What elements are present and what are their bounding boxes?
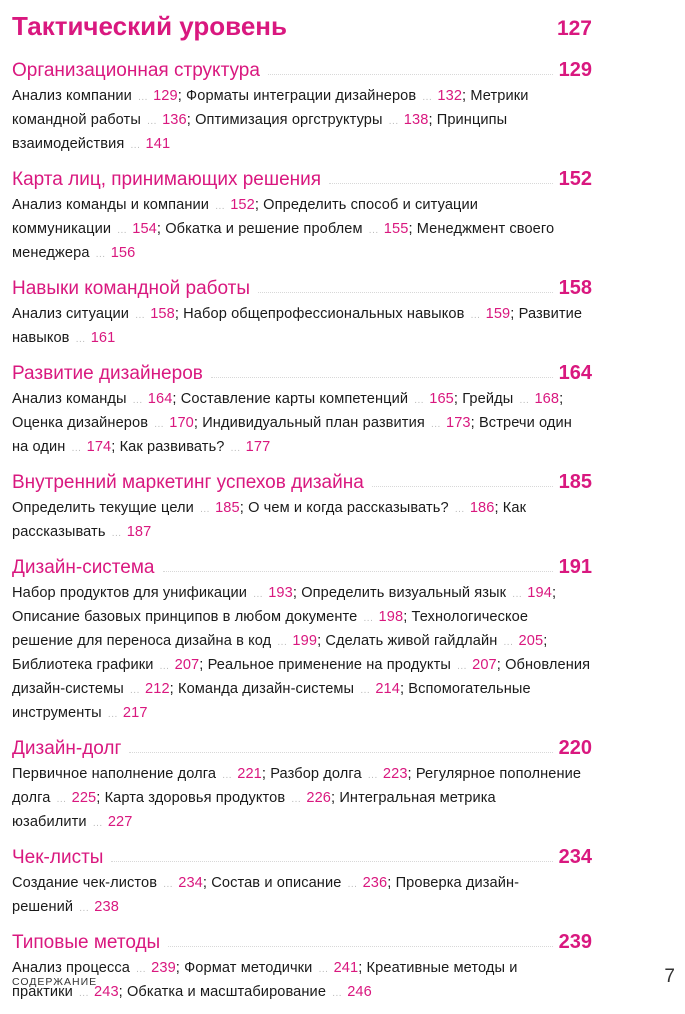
entry-page-number: 164	[147, 391, 173, 407]
section-page-number: 234	[558, 846, 592, 868]
toc-entry[interactable]	[165, 221, 408, 237]
entry-title: Анализ ситуации	[12, 306, 130, 322]
section-title: Типовые методы	[12, 932, 161, 953]
section-entries	[12, 582, 592, 726]
entry-leader-dots: ...	[347, 879, 358, 890]
entry-title: Креативные методы и практики	[12, 960, 518, 1000]
entry-page-number: 136	[162, 112, 187, 128]
entry-separator: ;	[202, 875, 212, 891]
entry-page-number: 227	[107, 814, 133, 830]
entry-page-number: 226	[306, 790, 332, 806]
dot-leader	[211, 377, 553, 378]
section-heading[interactable]	[12, 844, 592, 871]
toc-entry[interactable]	[12, 391, 172, 407]
entry-separator: ;	[428, 112, 437, 128]
entry-page-number: 168	[534, 391, 560, 407]
entry-leader-dots: ...	[71, 443, 82, 454]
entry-title: Интегральная метрика юзабилити	[12, 790, 496, 830]
section-title: Организационная структура	[12, 60, 260, 81]
entry-leader-dots: ...	[253, 589, 264, 600]
entry-title: Описание базовых принципов в любом документе	[12, 609, 358, 625]
entry-title: Проверка дизайн-решений	[12, 875, 520, 915]
toc-entry[interactable]	[12, 415, 194, 431]
entry-page-number: 217	[122, 705, 148, 721]
entry-leader-dots: ...	[503, 637, 514, 648]
entry-page-number: 159	[485, 306, 511, 322]
entry-title: О чем и когда рассказывать?	[248, 500, 449, 516]
entry-page-number: 225	[71, 790, 97, 806]
toc-entry[interactable]	[270, 766, 407, 782]
entry-separator: ;	[96, 790, 105, 806]
entry-leader-dots: ...	[512, 589, 523, 600]
toc-entry[interactable]	[211, 875, 387, 891]
entry-separator: ;	[254, 197, 264, 213]
section-title: Дизайн-система	[12, 557, 155, 578]
toc-entry[interactable]	[186, 88, 462, 104]
toc-section	[12, 554, 592, 726]
section-title: Чек-листы	[12, 847, 104, 868]
entry-title: Карта здоровья продуктов	[104, 790, 286, 806]
entry-title: Сделать живой гайдлайн	[325, 633, 498, 649]
entry-leader-dots: ...	[454, 504, 465, 515]
entry-page-number: 221	[237, 766, 262, 782]
entry-title: Принципы взаимодействия	[12, 112, 508, 152]
entry-title: Команда дизайн-системы	[177, 681, 355, 697]
chapter-heading	[12, 8, 592, 47]
entry-page-number: 186	[469, 500, 495, 516]
entry-separator: ;	[172, 391, 181, 407]
entry-title: Обновления дизайн-системы	[12, 657, 591, 697]
section-entries	[12, 957, 592, 1005]
entry-leader-dots: ...	[230, 443, 241, 454]
entry-page-number: 170	[169, 415, 194, 431]
entry-leader-dots: ...	[222, 770, 233, 781]
entry-separator: ;	[453, 391, 463, 407]
entry-leader-dots: ...	[135, 310, 146, 321]
toc-entry[interactable]	[12, 306, 175, 322]
section-title: Развитие дизайнеров	[12, 363, 203, 384]
entry-separator: ;	[156, 221, 166, 237]
entry-page-number: 198	[378, 609, 404, 625]
entry-separator: ;	[317, 633, 326, 649]
entry-page-number: 234	[178, 875, 203, 891]
toc-entry[interactable]	[105, 790, 331, 806]
entry-leader-dots: ...	[75, 334, 86, 345]
entry-title: Грейды	[462, 391, 514, 407]
entry-title: Библиотека графики	[12, 657, 154, 673]
entry-page-number: 239	[151, 960, 176, 976]
entry-leader-dots: ...	[130, 685, 140, 696]
entry-separator: ;	[494, 500, 503, 516]
dot-leader	[268, 74, 553, 75]
entry-page-number: 214	[375, 681, 400, 697]
dot-leader	[163, 571, 553, 572]
entry-title: Оценка дизайнеров	[12, 415, 149, 431]
entry-leader-dots: ...	[291, 794, 302, 805]
entry-leader-dots: ...	[130, 140, 141, 151]
entry-page-number: 152	[230, 197, 255, 213]
entry-separator: ;	[407, 766, 416, 782]
entry-separator: ;	[118, 984, 127, 1000]
entry-title: Обкатка и решение проблем	[165, 221, 363, 237]
entry-title: Обкатка и масштабирование	[126, 984, 327, 1000]
dot-leader	[329, 183, 553, 184]
section-page-number: 129	[558, 59, 592, 81]
toc-entry[interactable]	[208, 657, 497, 673]
section-entries	[12, 497, 592, 545]
entry-title: Реальное применение на продукты	[207, 657, 451, 673]
entry-title: Оптимизация оргструктуры	[195, 112, 383, 128]
section-heading[interactable]	[12, 469, 592, 496]
entry-page-number: 141	[145, 136, 171, 152]
entry-separator: ;	[186, 112, 196, 128]
entry-separator: ;	[169, 681, 178, 697]
entry-page-number: 129	[153, 88, 178, 104]
section-entries	[12, 763, 592, 835]
section-title: Дизайн-долг	[12, 738, 122, 759]
entry-page-number: 236	[362, 875, 388, 891]
entry-title: Анализ компании	[12, 88, 132, 104]
entry-leader-dots: ...	[277, 637, 288, 648]
entry-page-number: 174	[86, 439, 112, 455]
toc-section	[12, 844, 592, 920]
entry-separator: ;	[239, 500, 249, 516]
entry-leader-dots: ...	[422, 92, 433, 103]
toc-section	[12, 57, 592, 157]
entry-leader-dots: ...	[363, 613, 374, 624]
section-page-number: 191	[558, 556, 592, 578]
toc-entry[interactable]	[184, 960, 358, 976]
toc-entry[interactable]	[12, 197, 255, 213]
entry-separator: ;	[175, 960, 185, 976]
entry-page-number: 154	[132, 221, 157, 237]
entry-page-number: 185	[215, 500, 240, 516]
entry-title: Встречи один на один	[12, 415, 572, 455]
entry-separator: ;	[177, 88, 187, 104]
section-title: Навыки командной работы	[12, 278, 251, 299]
entry-leader-dots: ...	[414, 395, 425, 406]
entry-page-number: 193	[268, 585, 293, 601]
entry-separator: ;	[111, 439, 120, 455]
entry-separator: ;	[510, 306, 519, 322]
entry-leader-dots: ...	[154, 419, 165, 430]
section-page-number: 185	[558, 471, 592, 493]
entry-title: Создание чек-листов	[12, 875, 158, 891]
entry-page-number: 223	[382, 766, 408, 782]
footer-page-number: 7	[664, 966, 675, 987]
entry-title: Формат методички	[184, 960, 313, 976]
entry-leader-dots: ...	[95, 249, 106, 260]
entry-separator: ;	[193, 415, 203, 431]
entry-page-number: 158	[150, 306, 175, 322]
entry-page-number: 155	[383, 221, 409, 237]
entry-leader-dots: ...	[159, 661, 170, 672]
toc-section	[12, 275, 592, 351]
entry-page-number: 156	[110, 245, 136, 261]
entry-title: Метрики командной работы	[12, 88, 529, 128]
toc-section	[12, 469, 592, 545]
toc-entry[interactable]	[301, 585, 552, 601]
entry-page-number: 199	[292, 633, 318, 649]
toc-entry[interactable]	[12, 875, 203, 891]
section-title: Карта лиц, принимающих решения	[12, 169, 322, 190]
entry-leader-dots: ...	[92, 818, 103, 829]
section-title: Внутренний маркетинг успехов дизайна	[12, 472, 364, 493]
section-page-number: 164	[558, 362, 592, 384]
entry-page-number: 194	[527, 585, 552, 601]
section-entries	[12, 303, 592, 351]
entry-page-number: 173	[446, 415, 471, 431]
entry-title: Анализ команды	[12, 391, 127, 407]
toc-entry[interactable]	[120, 439, 271, 455]
section-heading[interactable]	[12, 166, 592, 193]
section-page-number: 158	[558, 277, 592, 299]
section-heading[interactable]	[12, 57, 592, 84]
entry-separator: ;	[358, 960, 367, 976]
entry-page-number: 205	[518, 633, 544, 649]
entry-title: Как развивать?	[119, 439, 225, 455]
entry-leader-dots: ...	[368, 225, 379, 236]
entry-title: Анализ команды и компании	[12, 197, 210, 213]
footer-section-label: СОДЕРЖАНИЕ	[12, 976, 98, 988]
toc-section	[12, 166, 592, 266]
toc-entry[interactable]	[12, 766, 262, 782]
section-heading[interactable]	[12, 554, 592, 581]
entry-leader-dots: ...	[388, 116, 399, 127]
entry-page-number: 243	[94, 984, 119, 1000]
entry-leader-dots: ...	[79, 988, 89, 999]
entry-page-number: 132	[437, 88, 463, 104]
entry-title: Первичное наполнение долга	[12, 766, 217, 782]
toc-section	[12, 929, 592, 1005]
entry-page-number: 241	[333, 960, 359, 976]
entry-leader-dots: ...	[519, 395, 530, 406]
entry-title: Составление карты компетенций	[180, 391, 409, 407]
toc-section	[12, 735, 592, 835]
entry-leader-dots: ...	[470, 310, 481, 321]
entry-title: Набор продуктов для унификации	[12, 585, 248, 601]
entry-leader-dots: ...	[360, 685, 371, 696]
section-page-number: 239	[558, 931, 592, 953]
toc-entry[interactable]	[325, 633, 543, 649]
entry-separator: ;	[470, 415, 479, 431]
entry-leader-dots: ...	[56, 794, 67, 805]
toc-entry[interactable]	[248, 500, 494, 516]
entry-separator: ;	[199, 657, 208, 673]
entry-leader-dots: ...	[79, 903, 90, 914]
toc-entry[interactable]	[12, 609, 403, 625]
entry-title: Набор общепрофессиональных навыков	[183, 306, 465, 322]
entry-leader-dots: ...	[147, 116, 157, 127]
toc-entry[interactable]	[12, 585, 293, 601]
entry-title: Анализ процесса	[12, 960, 130, 976]
entry-page-number: 177	[245, 439, 271, 455]
entry-leader-dots: ...	[117, 225, 128, 236]
entry-page-number: 207	[472, 657, 497, 673]
entry-separator: ;	[174, 306, 184, 322]
entry-title: Разбор долга	[270, 766, 362, 782]
dot-leader	[258, 292, 553, 293]
chapter-page-number: 127	[556, 17, 592, 40]
entry-separator: ;	[462, 88, 471, 104]
entry-separator: ;	[551, 585, 557, 601]
section-heading[interactable]	[12, 735, 592, 762]
entry-title: Вспомогательные инструменты	[12, 681, 531, 721]
toc-entry[interactable]	[12, 88, 178, 104]
entry-page-number: 212	[145, 681, 170, 697]
entry-page-number: 187	[126, 524, 152, 540]
entry-leader-dots: ...	[431, 419, 441, 430]
entry-page-number: 165	[429, 391, 454, 407]
dot-leader	[129, 752, 552, 753]
sections-list	[12, 57, 592, 1005]
entry-leader-dots: ...	[107, 709, 118, 720]
entry-separator: ;	[543, 633, 548, 649]
entry-page-number: 161	[90, 330, 116, 346]
entry-separator: ;	[403, 609, 412, 625]
entry-leader-dots: ...	[138, 92, 148, 103]
entry-leader-dots: ...	[132, 395, 143, 406]
entry-leader-dots: ...	[457, 661, 467, 672]
entry-title: Форматы интеграции дизайнеров	[186, 88, 417, 104]
entry-leader-dots: ...	[332, 988, 343, 999]
entry-leader-dots: ...	[367, 770, 378, 781]
dot-leader	[372, 486, 553, 487]
toc-entry[interactable]	[202, 415, 470, 431]
entry-leader-dots: ...	[215, 201, 226, 212]
entry-separator: ;	[496, 657, 506, 673]
dot-leader	[111, 861, 552, 862]
entry-leader-dots: ...	[111, 528, 122, 539]
entry-title: Определить способ и ситуации коммуникации	[12, 197, 479, 237]
entry-leader-dots: ...	[136, 964, 146, 975]
toc-entry[interactable]	[178, 681, 400, 697]
entry-leader-dots: ...	[200, 504, 210, 515]
entry-separator: ;	[331, 790, 340, 806]
section-entries	[12, 872, 592, 920]
toc-entry[interactable]	[12, 500, 240, 516]
section-entries	[12, 85, 592, 157]
toc-entry[interactable]	[12, 960, 176, 976]
entry-leader-dots: ...	[318, 964, 329, 975]
entry-page-number: 138	[403, 112, 429, 128]
entry-leader-dots: ...	[163, 879, 174, 890]
entry-title: Индивидуальный план развития	[202, 415, 425, 431]
section-entries	[12, 194, 592, 266]
toc-entry[interactable]	[183, 306, 510, 322]
entry-title: Определить визуальный язык	[301, 585, 507, 601]
entry-title: Технологическое решение для переноса дизайна в код	[12, 609, 529, 649]
toc-entry[interactable]	[181, 391, 454, 407]
toc-entry[interactable]	[127, 984, 372, 1000]
chapter-title: Тактический уровень	[12, 11, 287, 41]
toc-entry[interactable]	[195, 112, 428, 128]
entry-title: Состав и описание	[211, 875, 342, 891]
section-entries	[12, 388, 592, 460]
section-page-number: 152	[558, 168, 592, 190]
section-heading[interactable]	[12, 360, 592, 387]
toc-section	[12, 360, 592, 460]
section-page-number: 220	[558, 737, 592, 759]
entry-title: Развитие навыков	[12, 306, 583, 346]
toc-entry[interactable]	[12, 657, 199, 673]
entry-page-number: 246	[347, 984, 372, 1000]
entry-separator: ;	[387, 875, 396, 891]
entry-separator: ;	[261, 766, 271, 782]
entry-separator: ;	[292, 585, 302, 601]
table-of-contents	[12, 8, 592, 1014]
entry-title: Определить текущие цели	[12, 500, 194, 516]
dot-leader	[168, 946, 552, 947]
entry-title: Как рассказывать	[12, 500, 527, 540]
entry-page-number: 207	[174, 657, 200, 673]
entry-title: Регулярное пополнение долга	[12, 766, 582, 806]
entry-separator: ;	[559, 391, 564, 407]
entry-separator: ;	[408, 221, 417, 237]
entry-page-number: 238	[94, 899, 119, 915]
section-heading[interactable]	[12, 929, 592, 956]
entry-title: Менеджмент своего менеджера	[12, 221, 555, 261]
section-heading[interactable]	[12, 275, 592, 302]
toc-entry[interactable]	[462, 391, 559, 407]
entry-separator: ;	[399, 681, 409, 697]
